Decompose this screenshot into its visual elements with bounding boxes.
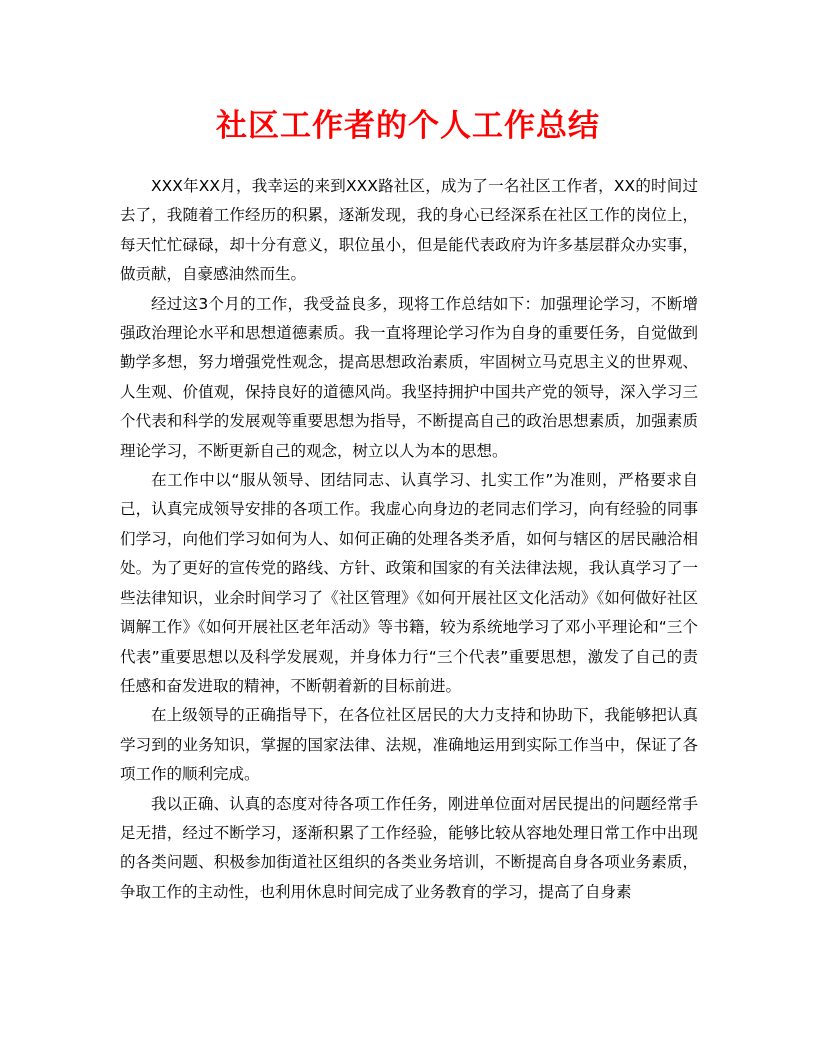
paragraph-4: 在上级领导的正确指导下，在各位社区居民的大力支持和协助下，我能够把认真学习到的业务知识，掌握的国家法律、法规，准确地运用到实际工作当中，保证了各项工作的顺利完成。: [120, 706, 698, 784]
document-body: [120, 172, 698, 907]
document-title: 社区工作者的个人工作总结: [216, 108, 600, 144]
paragraph-1: XXX年XX月，我幸运的来到XXX路社区，成为了一名社区工作者，XX的时间过去了，我随着工作经历的积累，逐渐发现，我的身心已经深系在社区工作的岗位上，每天忙忙碌碌，却十分有意义，职位虽小，但是能代表政府为许多基层群众办实事，做贡献，自豪感油然而生。: [120, 177, 698, 284]
paragraph-5: 我以正确、认真的态度对待各项工作任务，刚进单位面对居民提出的问题经常手足无措，经过不断学习，逐渐积累了工作经验，能够比较从容地处理日常工作中出现的各类问题、积极参加街道社区组织的各类业务培训，不断提高自身各项业务素质，争取工作的主动性，也利用休息时间完成了业务教育的学习，提高了自身素: [120, 794, 698, 901]
paragraph-3: 在工作中以“服从领导、团结同志、认真学习、扎实工作”为准则，严格要求自己，认真完成领导安排的各项工作。我虚心向身边的老同志们学习，向有经验的同事们学习，向他们学习如何为人、如何正确的处理各类矛盾，如何与辖区的居民融洽相处。为了更好的宣传党的路线、方针、政策和国家的有关法律法规，我认真学习了一些法律知识，业余时间学习了《社区管理》《如何开展社区文化活动》《如何做好社区调解工作》《如何开展社区老年活动》等书籍，较为系统地学习了邓小平理论和“三个代表”重要思想以及科学发展观，并身体力行“三个代表”重要思想，激发了自己的责任感和奋发进取的精神，不断朝着新的目标前进。: [120, 471, 698, 695]
paragraph-2: 经过这3个月的工作，我受益良多，现将工作总结如下：加强理论学习，不断增强政治理论水平和思想道德素质。我一直将理论学习作为自身的重要任务，自觉做到勤学多想，努力增强党性观念，提高思想政治素质，牢固树立马克思主义的世界观、人生观、价值观，保持良好的道德风尚。我坚持拥护中国共产党的领导，深入学习三个代表和科学的发展观等重要思想为指导，不断提高自己的政治思想素质，加强素质理论学习，不断更新自己的观念，树立以人为本的思想。: [120, 294, 698, 460]
